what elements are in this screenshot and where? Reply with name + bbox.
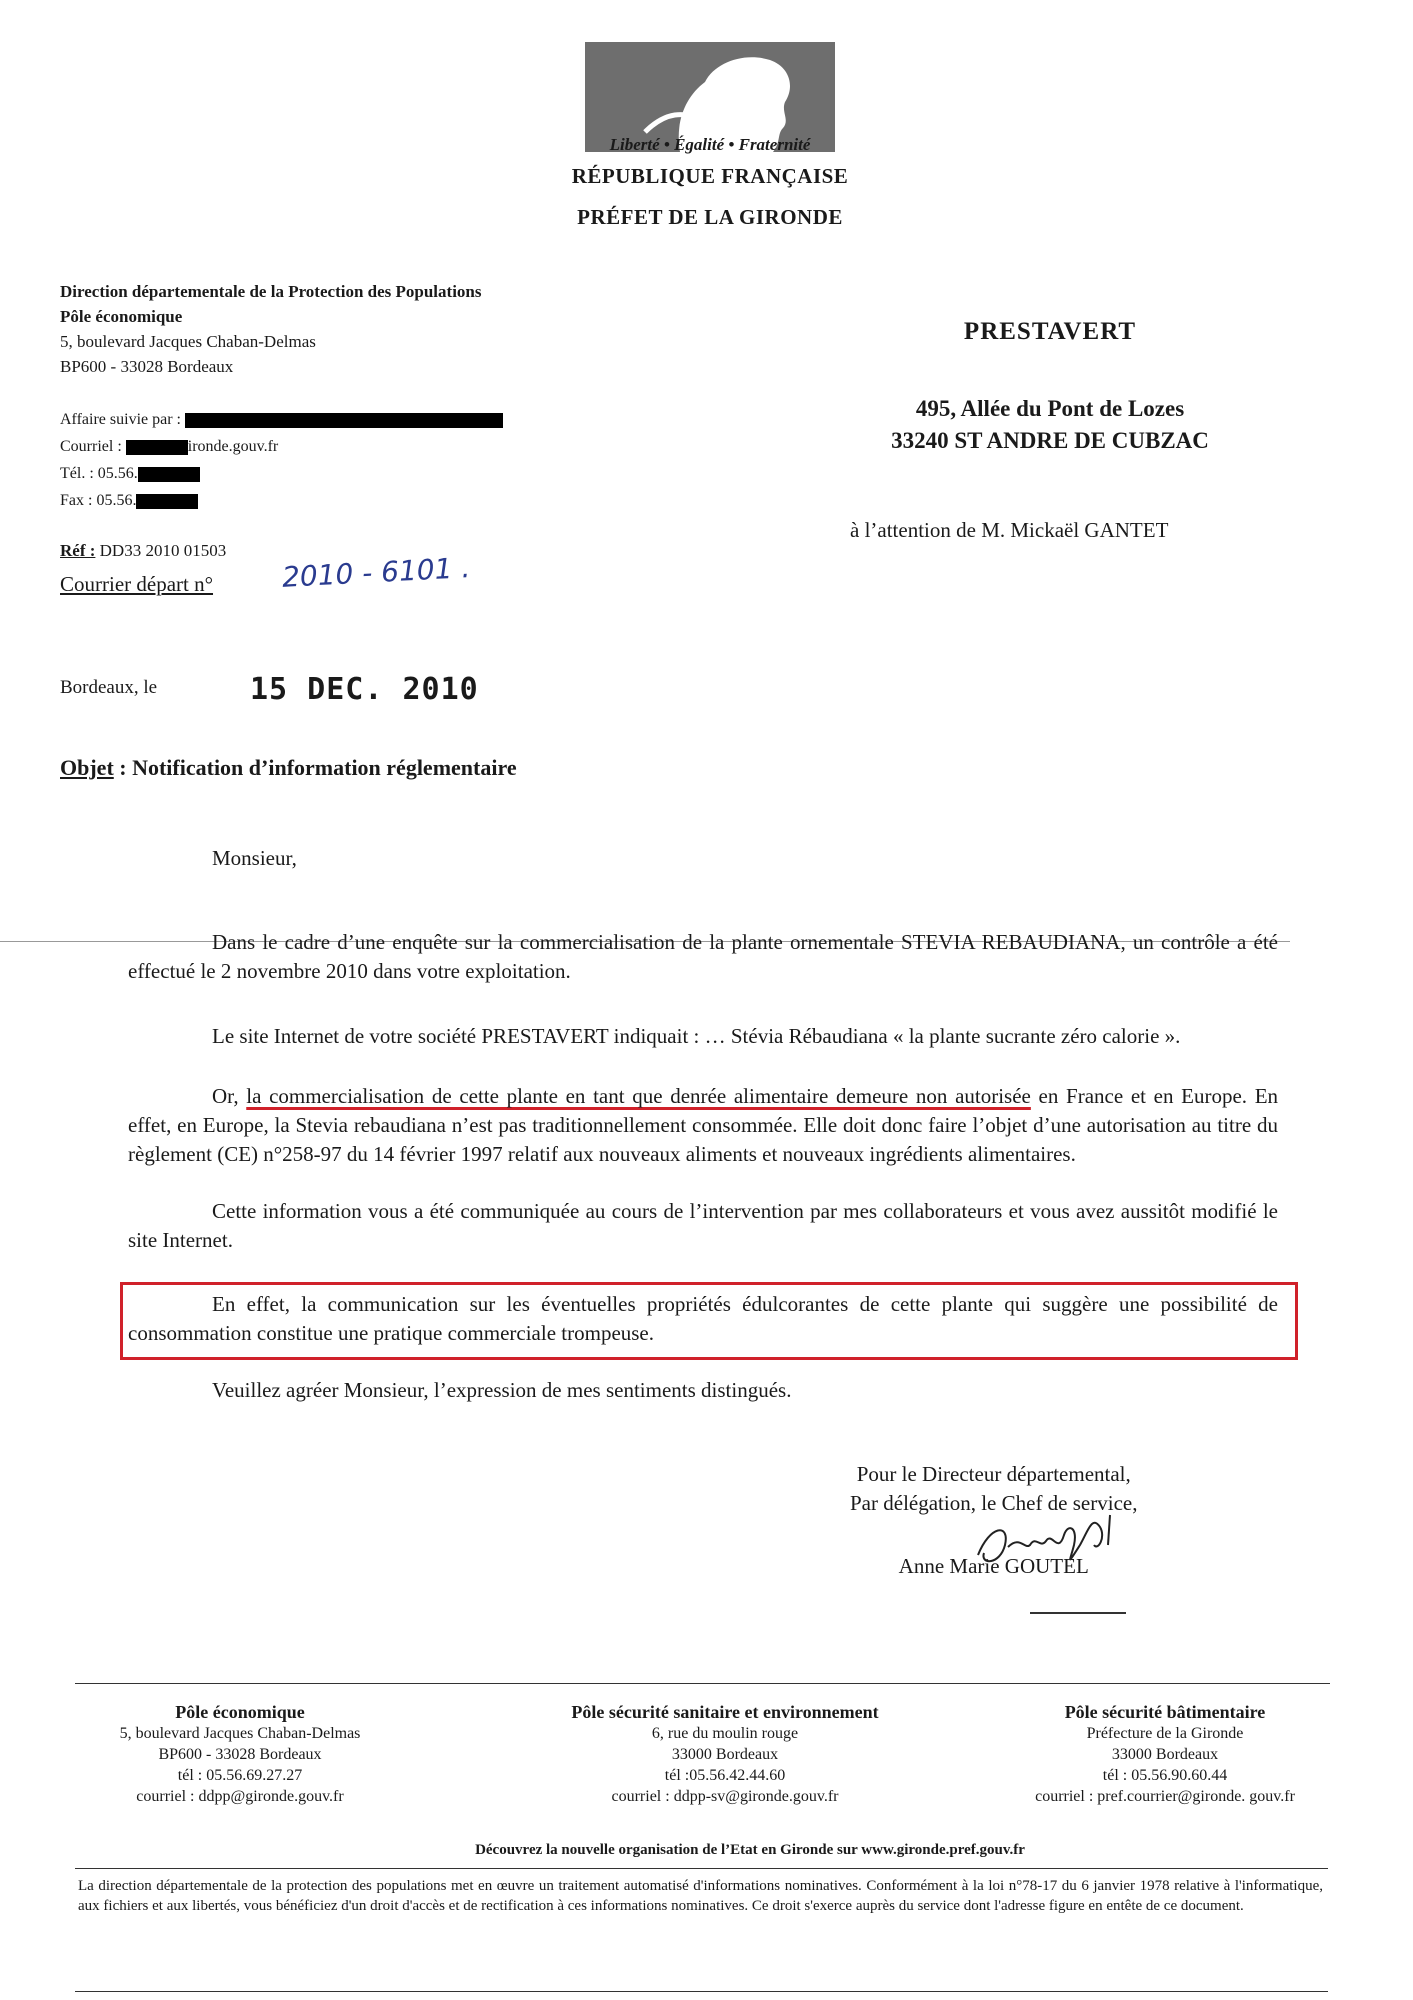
- paragraph-2-text: Le site Internet de votre société PRESTAVERT indiquait : … Stévia Rébaudiana « la plante sucrante zéro calorie ».: [212, 1024, 1181, 1048]
- republic-title: RÉPUBLIQUE FRANÇAISE: [571, 164, 849, 188]
- email-suffix: ironde.gouv.fr: [187, 438, 279, 455]
- footer-line: Préfecture de la Gironde: [1086, 1725, 1244, 1742]
- courier-label: Courrier départ n°: [60, 572, 214, 596]
- redaction-bar: [126, 440, 188, 455]
- footer-column-building: [1000, 1702, 1330, 1807]
- fax-line: [60, 487, 503, 514]
- paragraph-3: [128, 1082, 1278, 1169]
- footer-line: BP600 - 33028 Bordeaux: [158, 1746, 322, 1763]
- sender-pole: Pôle économique: [60, 307, 183, 326]
- tel-label: Tél. : 05.56.: [60, 465, 138, 482]
- paragraph-3-highlighted: la commercialisation de cette plante en tant que denrée alimentaire demeure non autorisée: [246, 1084, 1031, 1108]
- paragraph-5-text: En effet, la communication sur les éventuelles propriétés édulcorantes de cette plante qui suggère une possibilité de consommation constitue une pratique commerciale trompeuse.: [128, 1292, 1278, 1345]
- redaction-bar: [136, 494, 198, 509]
- tel-line: [60, 460, 503, 487]
- paragraph-2: [128, 1022, 1278, 1051]
- email-line: [60, 433, 503, 460]
- date-label: Bordeaux, le: [60, 677, 158, 698]
- salutation: Monsieur,: [212, 846, 297, 870]
- redaction-bar: [138, 467, 200, 482]
- contact-block: [60, 406, 503, 514]
- footer-line: 5, boulevard Jacques Chaban-Delmas: [119, 1725, 361, 1742]
- footer-line: tél : 05.56.69.27.27: [177, 1767, 303, 1784]
- recipient-attention: à l’attention de M. Mickaël GANTET: [850, 518, 1169, 542]
- footer-line: 33000 Bordeaux: [1111, 1746, 1219, 1763]
- privacy-disclaimer: La direction départementale de la protection des populations met en œuvre un traitement automatisé d'informations nominatives. Conformément à la loi n°78-17 du 6 janvier 1978 relative à l'informatique, aux fichiers et aux libertés, vous bénéficiez d'un droit d'accès et de rectification à ces informations nominatives. Ce droit s'exerce auprès du service dont l'adresse figure en entête de ce document.: [78, 1878, 1323, 1914]
- sender-street: 5, boulevard Jacques Chaban-Delmas: [60, 332, 316, 351]
- footer-line: 33000 Bordeaux: [671, 1746, 779, 1763]
- reference-line: [60, 541, 226, 561]
- footer-column-title: Pôle sécurité bâtimentaire: [1064, 1702, 1266, 1722]
- paragraph-3-start: Or,: [212, 1084, 239, 1108]
- sender-city: BP600 - 33028 Bordeaux: [60, 357, 234, 376]
- closing-formula: Veuillez agréer Monsieur, l’expression de mes sentiments distingués.: [212, 1378, 792, 1402]
- signatory-name: Anne Marie GOUTEL: [898, 1554, 1089, 1578]
- footer-line: courriel : ddpp-sv@gironde.gouv.fr: [611, 1788, 839, 1805]
- footer-column-title: Pôle sécurité sanitaire et environnement: [571, 1702, 879, 1722]
- recipient-company: PRESTAVERT: [963, 318, 1137, 345]
- paragraph-4-text: Cette information vous a été communiquée au cours de l’intervention par mes collaborateurs et vous avez aussitôt modifié le site Internet.: [128, 1199, 1278, 1252]
- followed-by-label: Affaire suivie par :: [60, 411, 181, 428]
- paragraph-1: [128, 928, 1278, 986]
- paragraph-5: [128, 1290, 1278, 1348]
- subject-text: : Notification d’information réglementaire: [119, 755, 517, 780]
- recipient-address-line2: 33240 ST ANDRE DE CUBZAC: [891, 428, 1209, 453]
- subject-line: [60, 755, 517, 781]
- republic-motto: Liberté • Égalité • Fraternité: [609, 135, 811, 154]
- sender-block: [60, 279, 482, 379]
- redaction-bar: [185, 413, 503, 428]
- paragraph-1-text: Dans le cadre d’une enquête sur la commercialisation de la plante ornementale STEVIA REBAUDIANA, un contrôle a été effectué le 2 novembre 2010 dans votre exploitation.: [128, 930, 1278, 983]
- signature-line1: Pour le Directeur départemental,: [856, 1462, 1131, 1486]
- footer-line: 6, rue du moulin rouge: [651, 1725, 799, 1742]
- reference-value: DD33 2010 01503: [99, 541, 227, 560]
- footer-line: tél :05.56.42.44.60: [664, 1767, 786, 1784]
- signature-underline: [1030, 1612, 1126, 1614]
- signature-line2: Par délégation, le Chef de service,: [850, 1491, 1138, 1515]
- paragraph-4: [128, 1197, 1278, 1255]
- footer-column-economic: [80, 1702, 400, 1807]
- email-label: Courriel :: [60, 438, 122, 455]
- sender-direction: Direction départementale de la Protection des Populations: [60, 282, 482, 301]
- prefecture-title: PRÉFET DE LA GIRONDE: [577, 205, 843, 229]
- footer-column-title: Pôle économique: [175, 1702, 305, 1722]
- footer-line: tél : 05.56.90.60.44: [1102, 1767, 1228, 1784]
- date-stamp: 15 DEC. 2010: [250, 672, 479, 707]
- recipient-address: [820, 393, 1280, 457]
- footer-divider: [75, 1683, 1330, 1684]
- footer-discover-link: Découvrez la nouvelle organisation de l’Etat en Gironde sur www.gironde.pref.gouv.fr: [475, 1842, 1025, 1858]
- footer-line: courriel : ddpp@gironde.gouv.fr: [136, 1788, 344, 1805]
- fax-label: Fax : 05.56.: [60, 492, 137, 509]
- courier-number-handwritten: 2010 - 6101 .: [281, 551, 471, 594]
- reference-label: Réf :: [60, 541, 96, 560]
- footer-line: courriel : pref.courrier@gironde. gouv.fr: [1035, 1788, 1295, 1805]
- footer-column-sanitary: [510, 1702, 940, 1807]
- paragraph-3-end: en France et en Europe. En effet, en Europe, la Stevia rebaudiana n’est pas traditionnellement consommée. Elle doit donc faire l’objet d’une autorisation au titre du règlement (CE) n°258-97 du 14 février 1997 relatif aux nouveaux aliments et nouveaux ingrédients alimentaires.: [128, 1084, 1279, 1166]
- followed-by-line: [60, 406, 503, 433]
- handwritten-signature: [970, 1505, 1140, 1585]
- subject-label: Objet: [60, 755, 114, 780]
- recipient-address-line1: 495, Allée du Pont de Lozes: [915, 396, 1185, 421]
